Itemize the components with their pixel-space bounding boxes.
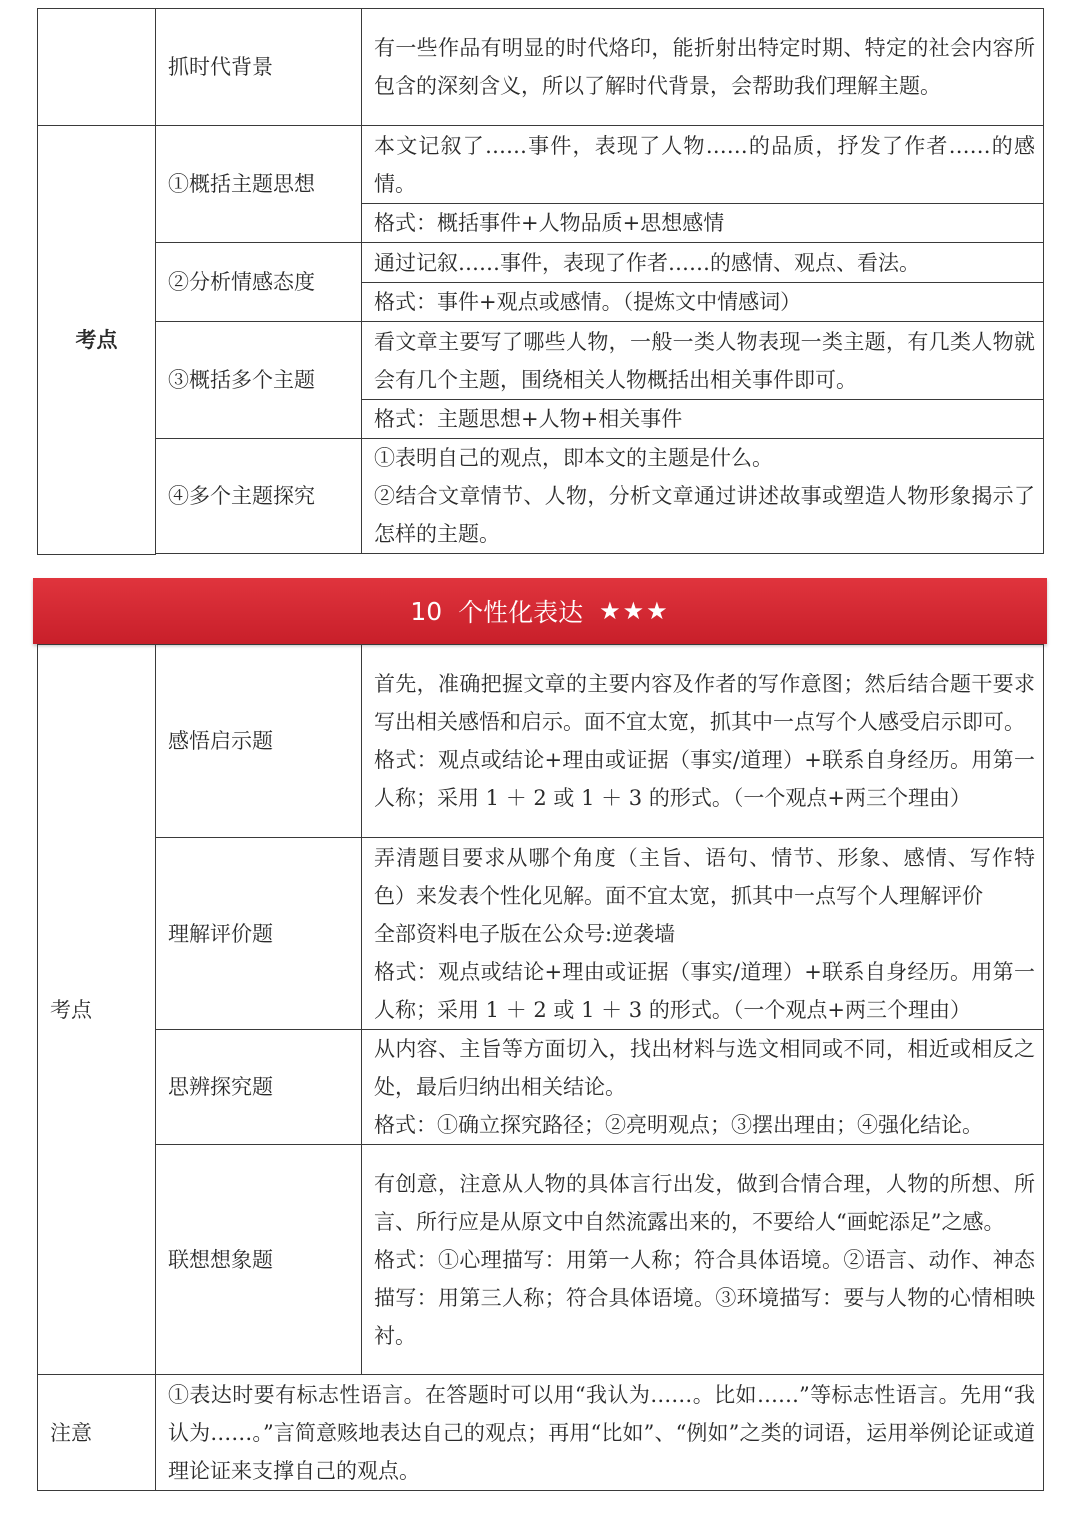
table-row xyxy=(38,1030,1044,1145)
format-text: 格式：观点或结论+理由或证据（事实/道理）+联系自身经历。用第一人称；采用 1 ＋ 2 或 1 ＋ 3 的形式。（一个观点+两三个理由） xyxy=(374,959,1035,1022)
row-text xyxy=(362,838,1044,1030)
bottom-table xyxy=(37,644,1044,1491)
row-text: 看文章主要写了哪些人物，一般一类人物表现一类主题，有几类人物就会有几个主题，围绕相关人物概括出相关事件即可。 xyxy=(362,322,1044,400)
row-label: 思辨探究题 xyxy=(156,1030,362,1145)
note-label: 注意 xyxy=(38,1375,156,1491)
row-label: 抓时代背景 xyxy=(156,9,362,126)
row-label: ②分析情感态度 xyxy=(156,243,362,322)
section-number: 10 xyxy=(410,596,443,626)
table-row xyxy=(38,645,1044,838)
row-text: 本文记叙了……事件，表现了人物……的品质，抒发了作者……的感情。 xyxy=(362,126,1044,204)
row-label: 联想想象题 xyxy=(156,1145,362,1375)
row-text: 通过记叙……事件，表现了作者……的感情、观点、看法。 xyxy=(362,243,1044,283)
row-text: 有一些作品有明显的时代烙印，能折射出特定时期、特定的社会内容所包含的深刻含义，所以了解时代背景，会帮助我们理解主题。 xyxy=(362,9,1044,126)
format-text: 格式：事件+观点或感情。（提炼文中情感词） xyxy=(362,283,1044,322)
row-label: ③概括多个主题 xyxy=(156,322,362,439)
row-text xyxy=(362,1145,1044,1375)
category-label: 考点 xyxy=(38,645,156,1375)
format-text: 格式：主题思想+人物+相关事件 xyxy=(362,400,1044,439)
row-text xyxy=(362,645,1044,838)
note-text: ①表达时要有标志性语言。在答题时可以用“我认为……。比如……”等标志性语言。先用“我认为……。”言简意赅地表达自己的观点；再用“比如”、“例如”之类的词语，运用举例论证或道理论证来支撑自己的观点。 xyxy=(156,1375,1044,1491)
format-text: 格式：观点或结论+理由或证据（事实/道理）+联系自身经历。用第一人称；采用 1 ＋ 2 或 1 ＋ 3 的形式。（一个观点+两三个理由） xyxy=(374,748,1035,810)
description: 首先，准确把握文章的主要内容及作者的写作意图；然后结合题干要求写出相关感悟和启示。面不宜太宽，抓其中一点写个人感受启示即可。 xyxy=(374,672,1035,734)
top-table xyxy=(37,8,1044,555)
point-two: ②结合文章情节、人物，分析文章通过讲述故事或塑造人物形象揭示了怎样的主题。 xyxy=(374,484,1035,546)
description: 有创意，注意从人物的具体言行出发，做到合情合理，人物的所想、所言、所行应是从原文中自然流露出来的，不要给人“画蛇添足”之感。 xyxy=(374,1171,1035,1234)
row-text xyxy=(362,439,1044,554)
empty-category-cell xyxy=(38,9,156,126)
table-row xyxy=(38,439,1044,554)
row-text xyxy=(362,1030,1044,1145)
row-label: ④多个主题探究 xyxy=(156,439,362,554)
category-label: 考点 xyxy=(38,126,156,555)
table-row xyxy=(38,838,1044,1030)
format-text: 格式：①心理描写：用第一人称；符合具体语境。②语言、动作、神态描写：用第三人称；符合具体语境。③环境描写：要与人物的心情相映衬。 xyxy=(374,1247,1035,1348)
description: 从内容、主旨等方面切入，找出材料与选文相同或不同，相近或相反之处，最后归纳出相关结论。 xyxy=(374,1037,1035,1099)
row-label: 理解评价题 xyxy=(156,838,362,1030)
point-one: ①表明自己的观点，即本文的主题是什么。 xyxy=(374,446,773,470)
row-label: ①概括主题思想 xyxy=(156,126,362,243)
table-row xyxy=(38,1375,1044,1491)
format-text: 格式：概括事件+人物品质+思想感情 xyxy=(362,204,1044,243)
row-label: 感悟启示题 xyxy=(156,645,362,838)
table-row xyxy=(38,243,1044,283)
section-banner xyxy=(33,578,1047,644)
table-row xyxy=(38,126,1044,204)
table-row xyxy=(38,9,1044,126)
watermark-text: 全部资料电子版在公众号:逆袭墙 xyxy=(374,921,676,946)
table-row xyxy=(38,322,1044,400)
section-title: 个性化表达 xyxy=(458,598,584,627)
description: 弄清题目要求从哪个角度（主旨、语句、情节、形象、感情、写作特色）来发表个性化见解。面不宜太宽，抓其中一点写个人理解评价 xyxy=(374,845,1035,908)
format-text: 格式：①确立探究路径；②亮明观点；③摆出理由；④强化结论。 xyxy=(374,1113,983,1137)
rating-stars-icon: ★★★ xyxy=(599,597,670,625)
table-row xyxy=(38,1145,1044,1375)
